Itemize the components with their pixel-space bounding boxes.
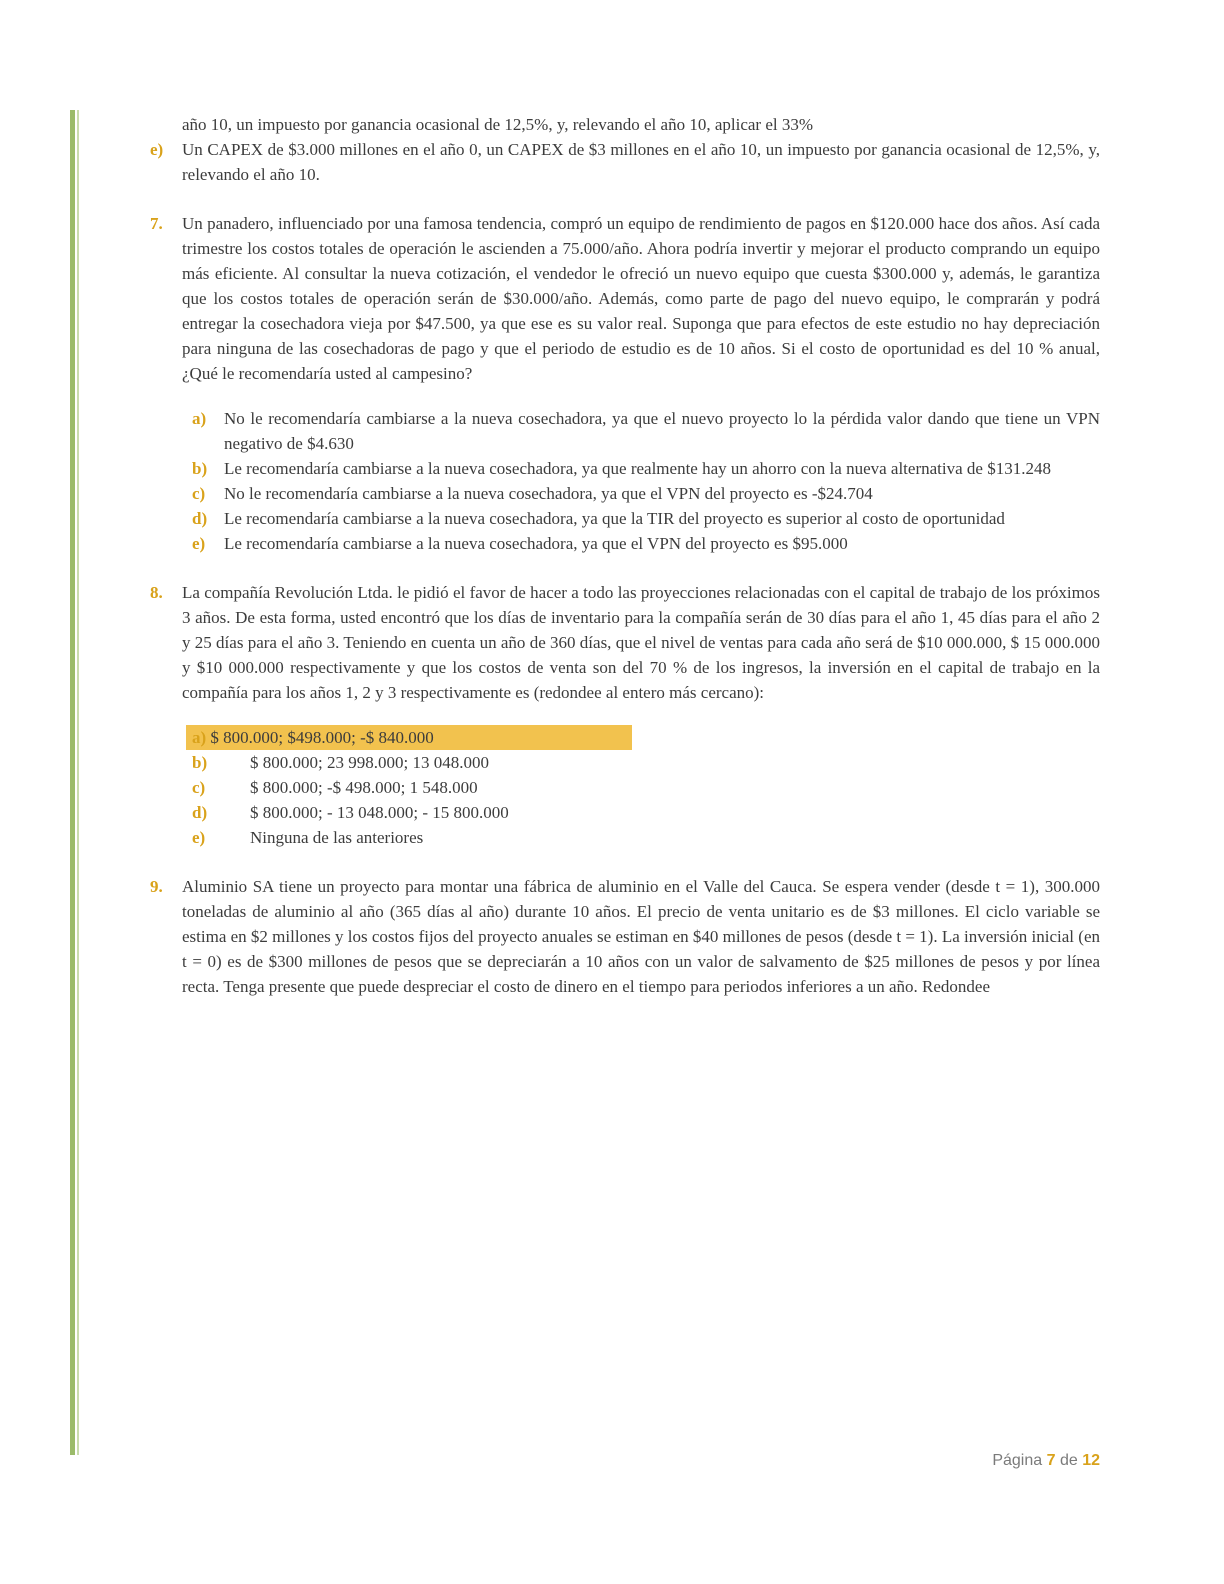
document-page xyxy=(150,112,1100,999)
option-text: $ 800.000; - 13 048.000; - 15 800.000 xyxy=(250,803,509,822)
option-d xyxy=(192,800,1100,825)
option-c xyxy=(192,481,1100,506)
page-number: 7 xyxy=(1046,1452,1056,1469)
option-letter: b) xyxy=(192,459,208,478)
previous-option-e xyxy=(150,137,1100,187)
page-label: Página xyxy=(992,1452,1043,1469)
question-text: La compañía Revolución Ltda. le pidió el favor de hacer a todo las proyecciones relacionadas con el capital de trabajo de los próximos 3 años. De esta forma, usted encontró que los días de inventario para la compañía serán de 30 días para el año 1, 45 días para el año 2 y 25 días para el año 3. Teniendo en cuenta un año de 360 días, que el nivel de ventas para cada año será de $10 000.000, $ 15 000.000 y $10 000.000 respectivamente y que los costos de venta son del 70 % de los ingresos, la inversión en el capital de trabajo en la compañía para los años 1, 2 y 3 respectivamente es (redondee al entero más cercano): xyxy=(182,583,1100,702)
option-text: Le recomendaría cambiarse a la nueva cosechadora, ya que el VPN del proyecto es $95.000 xyxy=(224,534,848,553)
question-text: Un panadero, influenciado por una famosa tendencia, compró un equipo de rendimiento de pagos en $120.000 hace dos años. Así cada trimestre los costos totales de operación le ascienden a 75.000/año. Ahora podría invertir y mejorar el producto comprando un equipo más eficiente. Al consultar la nueva cotización, el vendedor le ofreció un nuevo equipo que cuesta $300.000 y, además, le garantiza que los costos totales de operación serán de $30.000/año. Además, como parte de pago del nuevo equipo, le comprarán y podrá entregar la cosechadora vieja por $47.500, ya que ese es su valor real. Suponga que para efectos de este estudio no hay depreciación para ninguna de las cosechadoras de pago y que el periodo de estudio es de 10 años. Si el costo de oportunidad es del 10 % anual, ¿Qué le recomendaría usted al campesino? xyxy=(182,214,1100,383)
option-letter: d) xyxy=(192,509,208,528)
option-letter: e) xyxy=(150,140,164,159)
question-number: 7. xyxy=(150,214,163,233)
left-margin-bar xyxy=(70,110,75,1455)
left-margin-bar-inner xyxy=(77,110,79,1455)
option-text: Un CAPEX de $3.000 millones en el año 0, un CAPEX de $3 millones en el año 10, un impuesto por ganancia ocasional de 12,5%, y, relevando el año 10. xyxy=(182,140,1100,184)
option-text: $ 800.000; 23 998.000; 13 048.000 xyxy=(250,753,489,772)
option-letter: a) xyxy=(192,409,207,428)
option-text: $ 800.000; $498.000; -$ 840.000 xyxy=(210,728,434,747)
question-9 xyxy=(150,874,1100,999)
question-7 xyxy=(150,211,1100,386)
option-text: Le recomendaría cambiarse a la nueva cosechadora, ya que realmente hay un ahorro con la nueva alternativa de $131.248 xyxy=(224,459,1051,478)
option-text: $ 800.000; -$ 498.000; 1 548.000 xyxy=(250,778,478,797)
page-total: 12 xyxy=(1082,1452,1100,1469)
question-text: Aluminio SA tiene un proyecto para montar una fábrica de aluminio en el Valle del Cauca. Se espera vender (desde t = 1), 300.000 toneladas de aluminio al año (365 días al año) durante 10 años. El precio de venta unitario es de $3 millones. El ciclo variable se estima en $2 millones y los costos fijos del proyecto anuales se estiman en $40 millones de pesos (desde t = 1). La inversión inicial (en t = 0) es de $300 millones de pesos que se depreciarán a 10 años con un valor de salvamento de $25 millones de pesos y por línea recta. Tenga presente que puede despreciar el costo de dinero en el tiempo para periodos inferiores a un año. Redondee xyxy=(182,877,1100,996)
option-text: Le recomendaría cambiarse a la nueva cosechadora, ya que la TIR del proyecto es superior al costo de oportunidad xyxy=(224,509,1005,528)
page-footer xyxy=(992,1452,1100,1470)
option-letter: a) xyxy=(192,728,207,747)
question-number: 8. xyxy=(150,583,163,602)
page-separator: de xyxy=(1059,1452,1078,1469)
option-b xyxy=(192,456,1100,481)
option-e xyxy=(192,825,1100,850)
option-c xyxy=(192,775,1100,800)
option-letter: d) xyxy=(192,803,208,822)
question-8-options xyxy=(192,725,1100,850)
option-a-highlighted xyxy=(186,725,632,750)
option-text: No le recomendaría cambiarse a la nueva cosechadora, ya que el nuevo proyecto lo la pérdida valor dando que tiene un VPN negativo de $4.630 xyxy=(224,409,1100,453)
option-letter: e) xyxy=(192,534,206,553)
option-a xyxy=(192,406,1100,456)
option-text: Ninguna de las anteriores xyxy=(250,828,424,847)
option-letter: b) xyxy=(192,753,208,772)
question-number: 9. xyxy=(150,877,163,896)
option-text: No le recomendaría cambiarse a la nueva cosechadora, ya que el VPN del proyecto es -$24.704 xyxy=(224,484,873,503)
option-b xyxy=(192,750,1100,775)
option-d xyxy=(192,506,1100,531)
previous-question-continuation: año 10, un impuesto por ganancia ocasional de 12,5%, y, relevando el año 10, aplicar el 33% xyxy=(182,115,814,134)
question-8 xyxy=(150,580,1100,705)
option-letter: e) xyxy=(192,828,206,847)
option-letter: c) xyxy=(192,778,206,797)
option-letter: c) xyxy=(192,484,206,503)
option-e xyxy=(192,531,1100,556)
question-7-options xyxy=(192,406,1100,556)
